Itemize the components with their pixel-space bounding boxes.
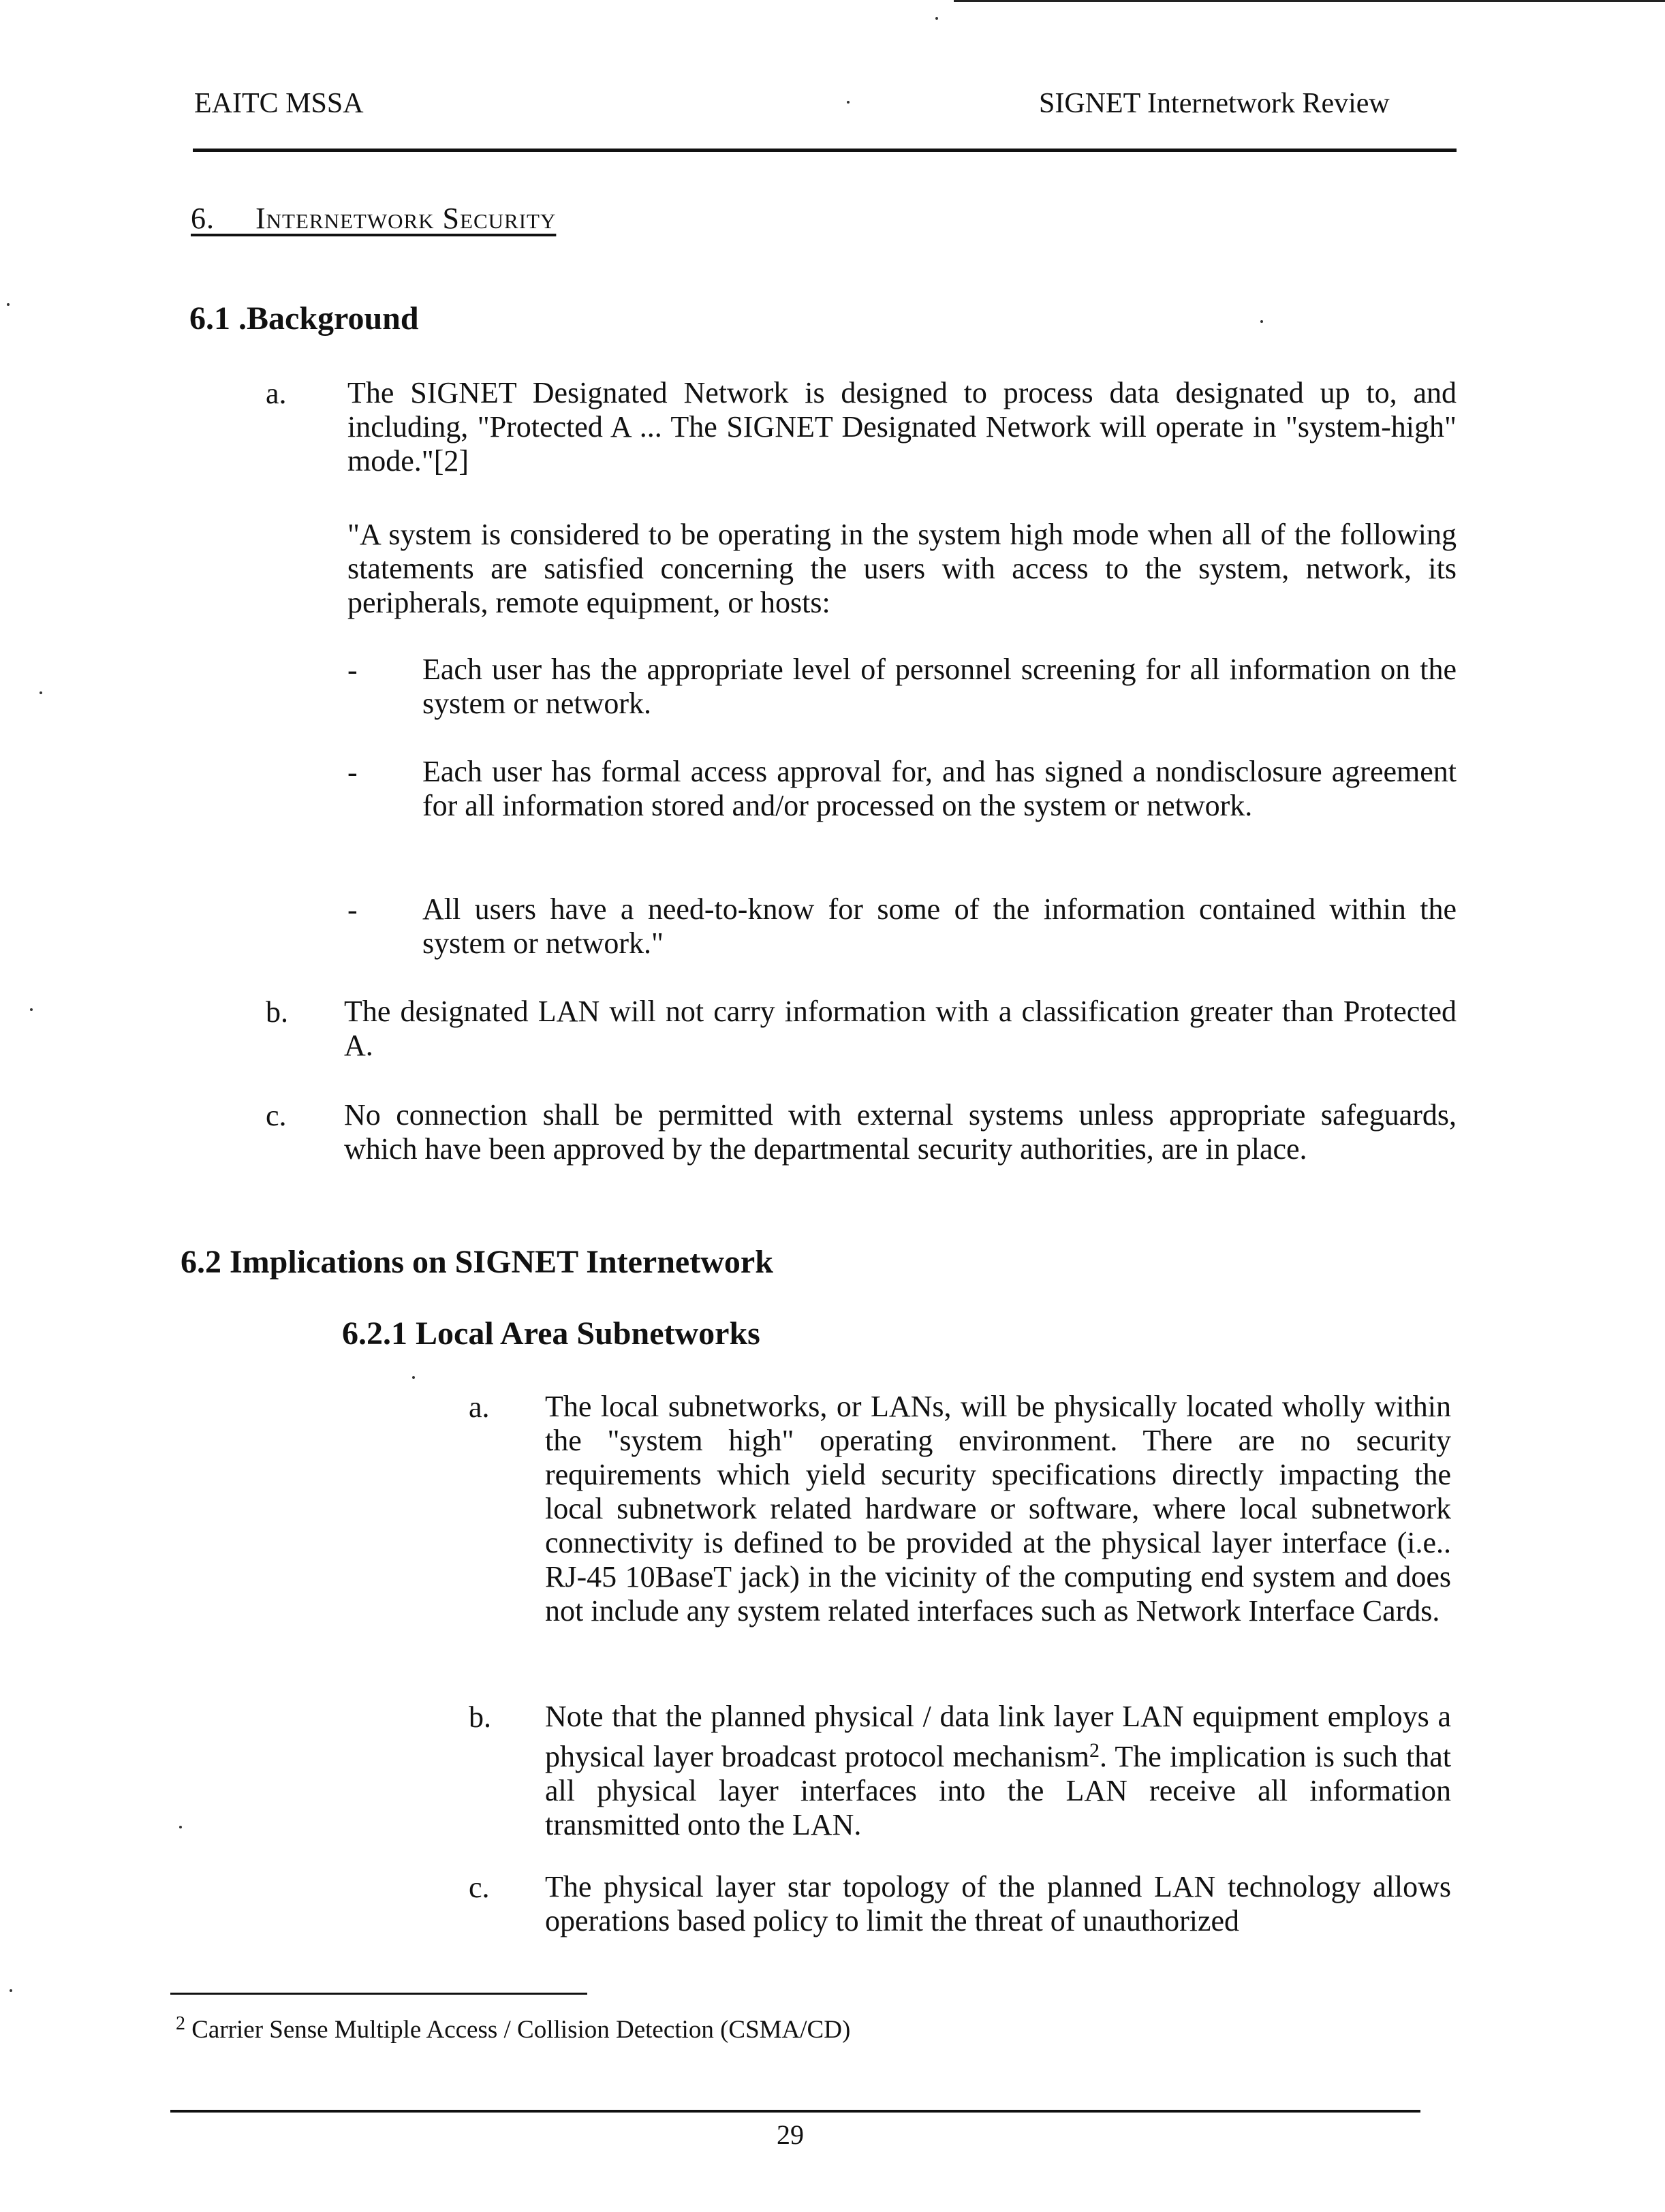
heading-6-1: 6.1 .Background <box>189 300 419 337</box>
heading-6-2: 6.2 Implications on SIGNET Internetwork <box>181 1244 773 1280</box>
scan-speck <box>847 101 850 104</box>
page-footer-rule <box>170 2110 1420 2113</box>
section-title-text: Internetwork Security <box>255 202 557 235</box>
header-rule <box>193 149 1457 152</box>
heading-6-2-1: 6.2.1 Local Area Subnetworks <box>342 1315 760 1352</box>
scan-speck <box>179 1826 182 1828</box>
footnote-reference: 2 <box>1089 1739 1100 1762</box>
scan-speck <box>412 1376 415 1379</box>
item-marker-b: b. <box>266 995 288 1029</box>
lan-item-b-text: Note that the planned physical / data link layer LAN equipment employs a physical layer broadcast protocol mechanism$^2$. The implication is such that all physical layer interfaces into the LAN receive all information transmitted onto the LAN. <box>545 1700 1451 1841</box>
footnote-rule <box>170 1993 587 1995</box>
section-number: 6. <box>191 202 215 235</box>
scan-speck <box>10 1989 12 1992</box>
scan-edge-line <box>954 0 1665 2</box>
lan-item-marker-b: b. <box>469 1700 491 1734</box>
bullet-3: All users have a need-to-know for some of the information contained within the system or network." <box>422 892 1457 960</box>
item-a-text: The SIGNET Designated Network is designed to process data designated up to, and including, "Protected A ... The SIGNET Designated Network will operate in "system-high" mode."[2] <box>347 376 1457 478</box>
lan-item-c-text: The physical layer star topology of the planned LAN technology allows operations based policy to limit the threat of unauthorized <box>545 1870 1451 1937</box>
item-b-text: The designated LAN will not carry information with a classification greater than Protected A. <box>344 995 1457 1062</box>
lan-item-a-text: The local subnetworks, or LANs, will be physically located wholly within the "system high" operating environment. There are no security requirements which yield security specifications directly impacting the local subnetwork related hardware or software, where local subnetwork connectivity is defined to be provided at the physical layer interface (i.e.. RJ-45 10BaseT jack) in the vicinity of the computing end system and does not include any system related interfaces such as Network Interface Cards. <box>545 1390 1451 1627</box>
lan-item-marker-a: a. <box>469 1390 490 1424</box>
bullet-1: Each user has the appropriate level of personnel screening for all information on the system or network. <box>422 653 1457 720</box>
item-marker-c: c. <box>266 1099 287 1132</box>
scan-speck <box>40 691 42 694</box>
scan-speck <box>1260 320 1263 323</box>
section-title <box>191 201 556 236</box>
page-number: 29 <box>777 2119 804 2150</box>
header-right: SIGNET Internetwork Review <box>1039 88 1390 119</box>
scan-speck <box>935 17 938 20</box>
scan-speck <box>7 303 10 306</box>
header-left: EAITC MSSA <box>194 88 364 119</box>
lan-item-marker-c: c. <box>469 1871 490 1904</box>
quote-intro: "A system is considered to be operating in the system high mode when all of the following statements are satisfied concerning the users with access to the system, network, its peripherals, remote equipment, or hosts: <box>347 518 1457 619</box>
bullet-2: Each user has formal access approval for, and has signed a nondisclosure agreement for all information stored and/or processed on the system or network. <box>422 755 1457 822</box>
item-c-text: No connection shall be permitted with external systems unless appropriate safeguards, which have been approved by the departmental security authorities, are in place. <box>344 1098 1457 1166</box>
item-marker-a: a. <box>266 377 287 410</box>
footnote: $^2$ Carrier Sense Multiple Access / Collision Detection (CSMA/CD) <box>176 2013 851 2044</box>
scan-speck <box>30 1008 33 1011</box>
bullet-marker-2: - <box>347 755 358 789</box>
bullet-marker-1: - <box>347 653 358 687</box>
bullet-marker-3: - <box>347 893 358 926</box>
